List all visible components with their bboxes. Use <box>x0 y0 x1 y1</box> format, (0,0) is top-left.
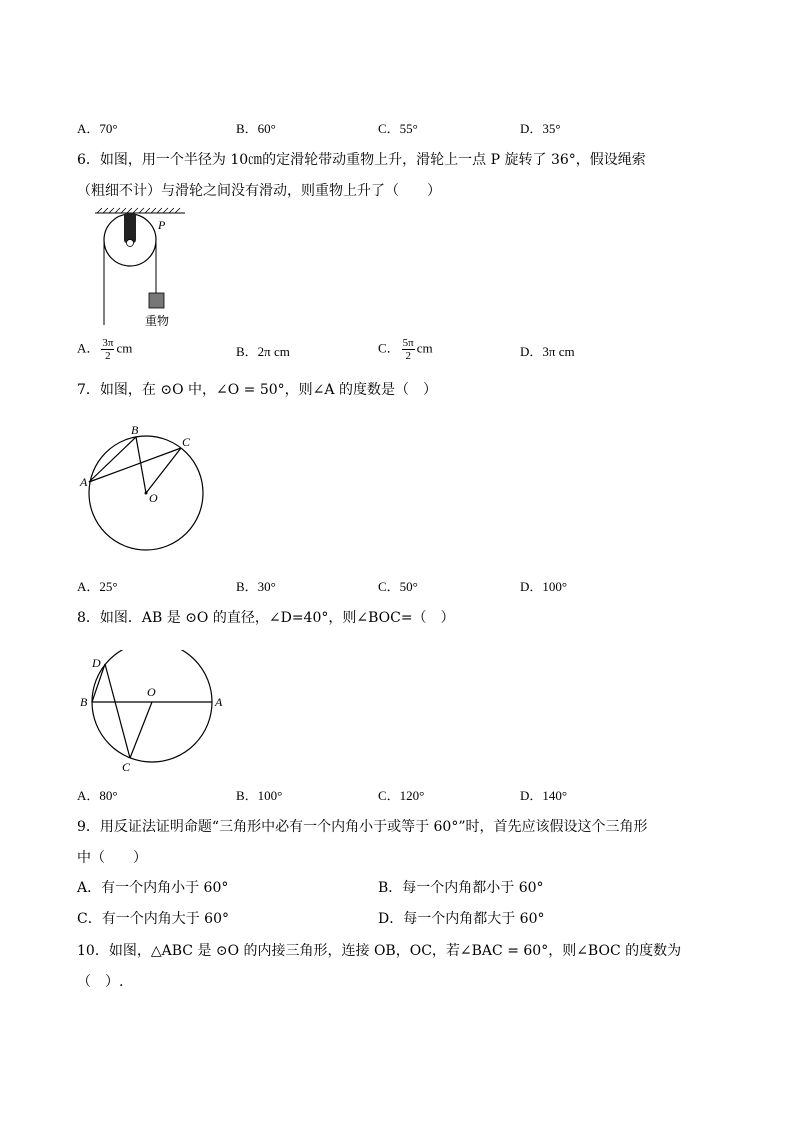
q5-option-c: C．55° <box>378 121 418 136</box>
q6-option-d: D．3π cm <box>520 344 575 359</box>
q9-stem-line1: 9．用反证法证明命题“三角形中必有一个内角小于或等于 60°”时，首先应该假设这个三角形 <box>77 819 648 835</box>
q7-option-c: C．50° <box>378 579 418 594</box>
q7-option-b: B．30° <box>236 579 276 594</box>
q6-option-a: A． $\frac{3\pi}{2}$ cm <box>77 337 133 362</box>
q6-weight-label: 重物 <box>145 314 170 328</box>
q5-option-b: B．60° <box>236 121 276 136</box>
q8-option-a: A．80° <box>77 788 118 803</box>
q6-option-c: C． $\frac{5\pi}{2}$ cm <box>378 337 433 362</box>
q8-option-c: C．120° <box>378 788 425 803</box>
q7-stem: 7．如图，在 ⊙O 中，∠O = 50°，则∠A 的度数是（ ） <box>77 382 437 398</box>
q8-stem: 8．如图．AB 是 ⊙O 的直径，∠D=40°，则∠BOC=（ ） <box>77 610 455 626</box>
q8-option-d: D．140° <box>520 788 568 803</box>
q9-option-c: C．有一个内角大于 60° <box>77 911 229 927</box>
q10-stem-line2: （ ）. <box>77 974 124 990</box>
q6-point-p-label: P <box>158 218 166 232</box>
q9-option-d: D．每一个内角都大于 60° <box>378 911 545 927</box>
q7-point-c-label: C <box>182 435 191 449</box>
q9-option-a: A．有一个内角小于 60° <box>77 880 229 896</box>
q8-point-o-label: O <box>147 685 156 699</box>
q6-stem-line1: 6．如图，用一个半径为 10㎝的定滑轮带动重物上升，滑轮上一点 P 旋转了 36°，假设绳索 <box>77 152 646 168</box>
q8-point-d-label: D <box>92 656 101 670</box>
q8-point-a-label: A <box>215 695 223 709</box>
q8-circle-figure <box>75 650 235 780</box>
q10-stem-line1: 10．如图，△ABC 是 ⊙O 的内接三角形，连接 OB，OC，若∠BAC = 60°，则∠BOC 的度数为 <box>77 943 682 959</box>
q9-option-b: B．每一个内角都小于 60° <box>378 880 544 896</box>
q6-stem-line2: （粗细不计）与滑轮之间没有滑动，则重物上升了（ ） <box>77 183 441 199</box>
q6-pulley-figure <box>90 205 190 335</box>
q7-point-a-label: A <box>80 475 88 489</box>
q7-point-b-label: B <box>131 423 139 437</box>
q6-option-b: B．2π cm <box>236 344 290 359</box>
q9-stem-line2: 中（ ） <box>77 850 147 866</box>
q7-circle-figure <box>70 420 220 560</box>
q7-option-a: A．25° <box>77 579 118 594</box>
q8-point-b-label: B <box>80 695 88 709</box>
q7-point-o-label: O <box>149 491 158 505</box>
q7-option-d: D．100° <box>520 579 568 594</box>
q5-option-a: A．70° <box>77 121 118 136</box>
q8-point-c-label: C <box>122 760 131 774</box>
q8-option-b: B．100° <box>236 788 283 803</box>
q5-option-d: D．35° <box>520 121 561 136</box>
